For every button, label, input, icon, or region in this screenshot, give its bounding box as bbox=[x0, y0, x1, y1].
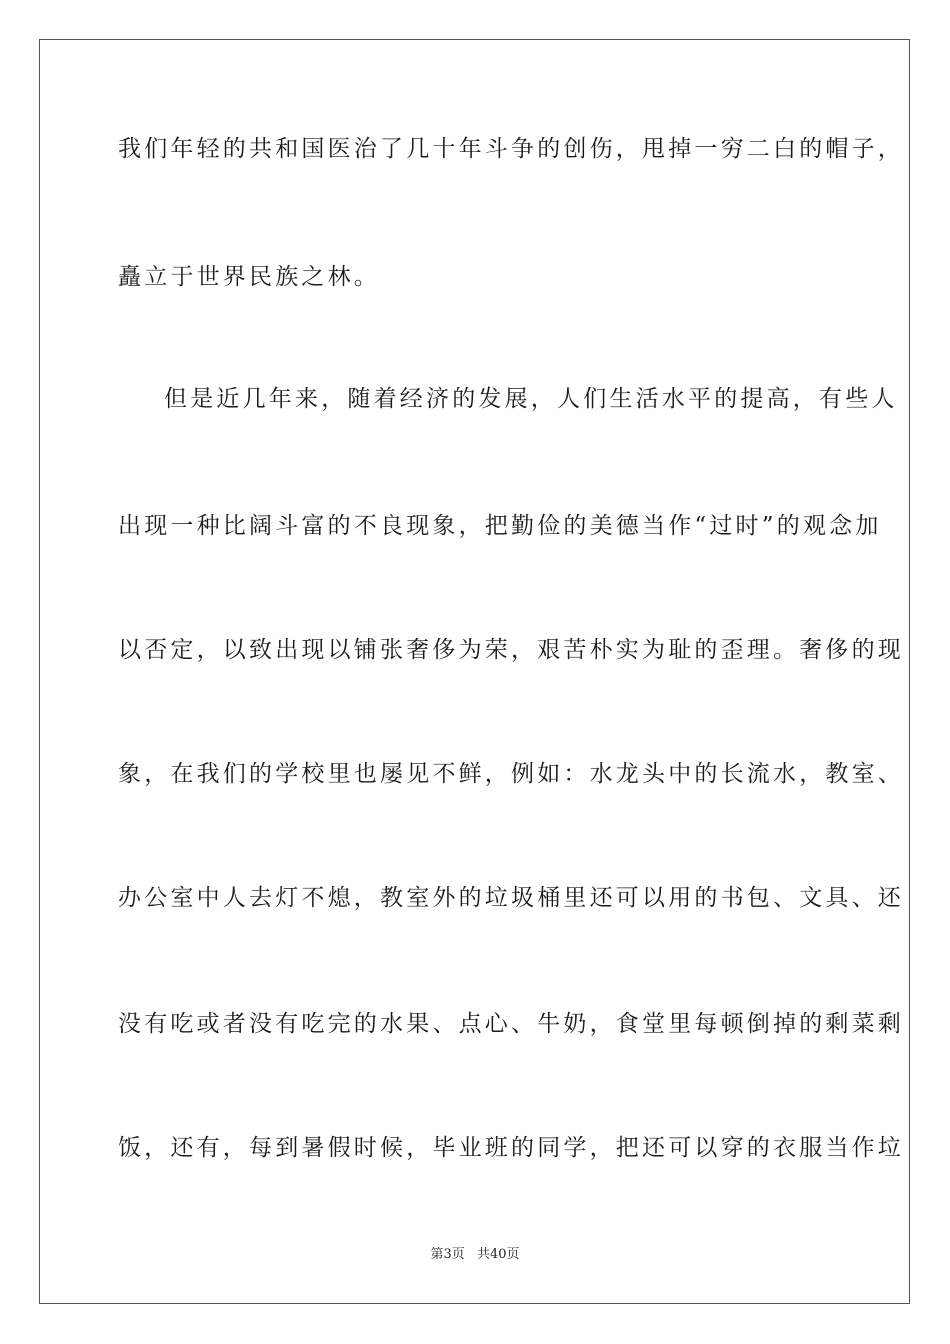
text-line: 没有吃或者没有吃完的水果、点心、牛奶，食堂里每顿倒掉的剩菜剩 bbox=[118, 1011, 904, 1037]
page-footer bbox=[0, 1246, 950, 1264]
text-line: 矗立于世界民族之林。 bbox=[118, 264, 380, 290]
text-line: 饭，还有，每到暑假时候，毕业班的同学，把还可以穿的衣服当作垃 bbox=[118, 1135, 904, 1161]
text-line: 象，在我们的学校里也屡见不鲜，例如：水龙头中的长流水，教室、 bbox=[118, 761, 904, 787]
page-border bbox=[39, 39, 910, 1304]
text-line: 办公室中人去灯不熄，教室外的垃圾桶里还可以用的书包、文具、还 bbox=[118, 885, 904, 911]
text-line: 我们年轻的共和国医治了几十年斗争的创伤，甩掉一穷二白的帽子， bbox=[118, 136, 904, 162]
page-number: 第3页 bbox=[430, 1247, 465, 1262]
page-total: 共40页 bbox=[476, 1247, 520, 1262]
text-line: 以否定，以致出现以铺张奢侈为荣，艰苦朴实为耻的歪理。奢侈的现 bbox=[118, 637, 904, 663]
text-line: 出现一种比阔斗富的不良现象，把勤俭的美德当作“过时”的观念加 bbox=[118, 513, 882, 539]
paragraph-first-line: 但是近几年来，随着经济的发展，人们生活水平的提高，有些人 bbox=[164, 386, 898, 412]
